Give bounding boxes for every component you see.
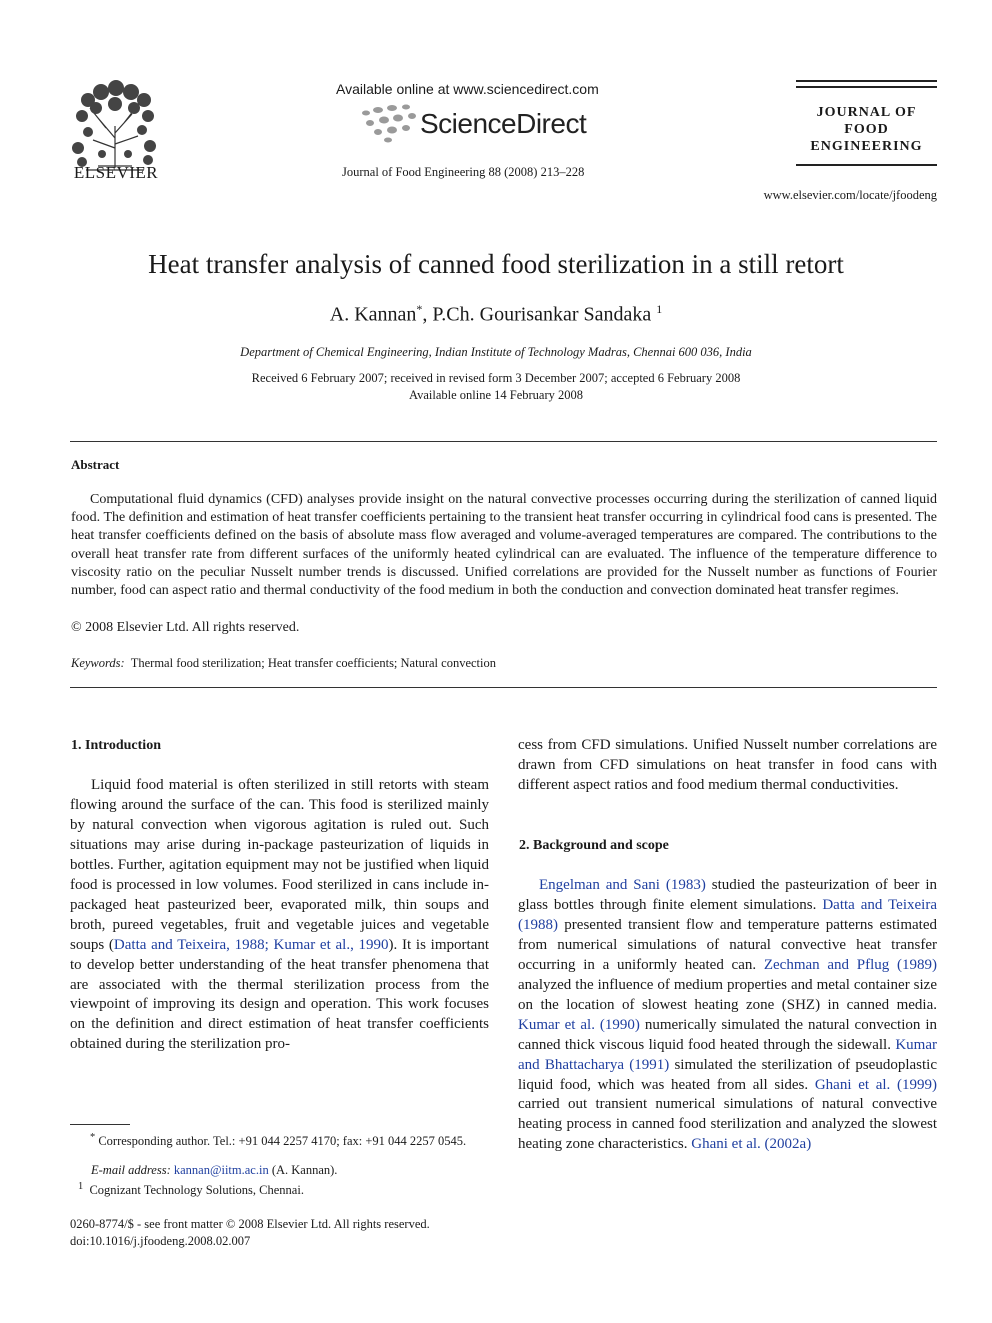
publisher-name: ELSEVIER bbox=[73, 163, 159, 182]
doi-line[interactable]: doi:10.1016/j.jfoodeng.2008.02.007 bbox=[70, 1234, 251, 1248]
citation-link[interactable]: Kumar et al. (1990) bbox=[518, 1016, 640, 1033]
footnote-email bbox=[91, 1162, 491, 1178]
email-link[interactable]: kannan@iitm.ac.in bbox=[173, 1163, 269, 1177]
body-text: studied the pasteurization of beer in glass bottles through finite element simulations. bbox=[518, 877, 937, 913]
citation-link[interactable]: Ghani et al. (2002a) bbox=[691, 1136, 812, 1153]
affiliation: Department of Chemical Engineering, Indian Institute of Technology Madras, Chennai 600 036, India bbox=[240, 345, 752, 359]
body-text: numerically simulated the natural convection in canned thick viscous liquid food heated through the sidewall. bbox=[518, 1016, 937, 1053]
body-text: simulated the sterilization of pseudoplastic liquid food, which was heated from all sides. bbox=[518, 1056, 937, 1093]
citation-link[interactable]: Kumar and Bhattacharya (1991) bbox=[518, 1036, 937, 1073]
body-text: presented transient flow and temperature patterns estimated from numerical simulations of natural convective heat transfer occurring in a uniformly heated can. bbox=[518, 916, 937, 973]
background-paragraph bbox=[518, 876, 937, 1155]
author-name[interactable]: A. Kannan bbox=[329, 303, 417, 326]
body-text: carried out transient numerical simulations of natural convective heating process in canned food sterilization and analyzed the slowest heating zone characteristics. bbox=[518, 1096, 937, 1153]
section-heading-introduction: 1. Introduction bbox=[71, 738, 161, 753]
divider bbox=[70, 441, 937, 442]
received-dates: Received 6 February 2007; received in revised form 3 December 2007; accepted 6 February 2008 bbox=[251, 371, 741, 385]
author-list: A. Kannan*, P.Ch. Gourisankar Sandaka $^1$ bbox=[329, 302, 663, 326]
citation-link[interactable]: Engelman and Sani (1983) bbox=[539, 877, 706, 893]
keywords bbox=[71, 656, 496, 671]
corresponding-mark[interactable]: * bbox=[416, 302, 423, 316]
footnote-mark: * bbox=[90, 1132, 96, 1143]
copyright-notice: © 2008 Elsevier Ltd. All rights reserved. bbox=[71, 620, 300, 635]
paper-title: Heat transfer analysis of canned food sterilization in a still retort bbox=[148, 249, 844, 279]
footnote-mark[interactable]: 1 bbox=[656, 302, 663, 316]
body-text: Liquid food material is often sterilized in still retorts with steam flowing around the surface of the can. This food is sterilized mainly by natural convection when vigorous agitation is ruled out. Such situations may arise during in-package pasteurization of liquids in bottles. Further, agitation equipment may not be justified when liquid food is processed in low volumes. Food sterilized in cans include in-packaged heat pasteurized beer, evaporated milk, thin soups and broth, pureed vegetables, fruit and vegetable juices and vegetable soups ( bbox=[70, 777, 489, 953]
journal-name-line3: ENGINEERING bbox=[810, 139, 923, 154]
footnote-mark: 1 bbox=[78, 1181, 84, 1192]
citation-link[interactable]: Datta and Teixeira (1988) bbox=[518, 896, 937, 933]
issn-line: 0260-8774/$ - see front matter © 2008 Elsevier Ltd. All rights reserved. bbox=[70, 1217, 430, 1231]
body-text: analyzed the influence of medium properties and metal container size on the location of slowest heating zone (SHZ) in canned media. bbox=[518, 976, 937, 1013]
citation-link[interactable]: Datta and Teixeira, 1988; Kumar et al., 1990 bbox=[113, 936, 389, 953]
journal-masthead bbox=[796, 80, 937, 166]
journal-name-line2: FOOD bbox=[844, 122, 889, 137]
email-label: E-mail address: bbox=[91, 1163, 171, 1177]
footnote-corresponding bbox=[70, 1130, 490, 1149]
footnote-text: Corresponding author. Tel.: +91 044 2257 4170; fax: +91 044 2257 0545. bbox=[98, 1134, 467, 1149]
email-suffix: (A. Kannan). bbox=[271, 1163, 338, 1177]
available-online-date: Available online 14 February 2008 bbox=[408, 388, 584, 402]
journal-citation: Journal of Food Engineering 88 (2008) 213–228 bbox=[342, 165, 585, 179]
citation-link[interactable]: Zechman and Pflug (1989) bbox=[763, 956, 937, 973]
divider bbox=[70, 687, 937, 688]
introduction-paragraph bbox=[70, 776, 489, 1055]
abstract-heading: Abstract bbox=[71, 457, 120, 472]
keywords-label: Keywords: bbox=[71, 656, 125, 670]
keywords-list: Thermal food sterilization; Heat transfer coefficients; Natural convection bbox=[130, 656, 496, 670]
journal-url-link[interactable]: www.elsevier.com/locate/jfoodeng bbox=[763, 188, 937, 202]
available-online-note[interactable]: Available online at www.sciencedirect.com bbox=[336, 81, 599, 97]
introduction-continued: cess from CFD simulations. Unified Nusselt number correlations are drawn from CFD simulations on heat transfer in food cans with different aspect ratios and food medium thermal conductivities. bbox=[518, 737, 937, 793]
footnote-divider bbox=[70, 1124, 130, 1125]
body-text: ). It is important to develop better understanding of the heat transfer phenomena that are associated with the thermal sterilization process from the viewpoint of improving its design and operation. This work focuses on the definition and direct estimation of heat transfer coefficients obtained during the sterilization pro- bbox=[70, 936, 489, 1053]
sciencedirect-wordmark: ScienceDirect bbox=[420, 108, 587, 139]
footnote-text: Cognizant Technology Solutions, Chennai. bbox=[89, 1183, 304, 1198]
article-identifiers bbox=[70, 1216, 430, 1250]
section-heading-background: 2. Background and scope bbox=[519, 838, 669, 853]
citation-link[interactable]: Ghani et al. (1999) bbox=[814, 1076, 937, 1093]
journal-name-line1: JOURNAL OF bbox=[816, 105, 917, 120]
author-name[interactable]: P.Ch. Gourisankar Sandaka bbox=[432, 303, 652, 326]
abstract-text: Computational fluid dynamics (CFD) analyses provide insight on the natural convective processes occurring during the sterilization of canned liquid food. The definition and estimation of heat transfer coefficients pertaining to the transient heat transfer occurring in cylindrical food cans is presented. The heat transfer coefficients defined on the basis of absolute mass flow averaged and volume-averaged temperatures are compared. The contributions to the overall heat transfer rate from different surfaces of the uniformly heated cylindrical can are evaluated. The influence of the temperature difference to viscosity ratio on the peculiar Nusselt number trends is discussed. Unified correlations are provided for the Nusselt number as functions of Fourier number, food can aspect ratio and thermal conductivity of the food medium in both the conduction and convection dominated heat transfer regimes. bbox=[71, 492, 937, 599]
footnote-affiliation bbox=[78, 1179, 490, 1198]
